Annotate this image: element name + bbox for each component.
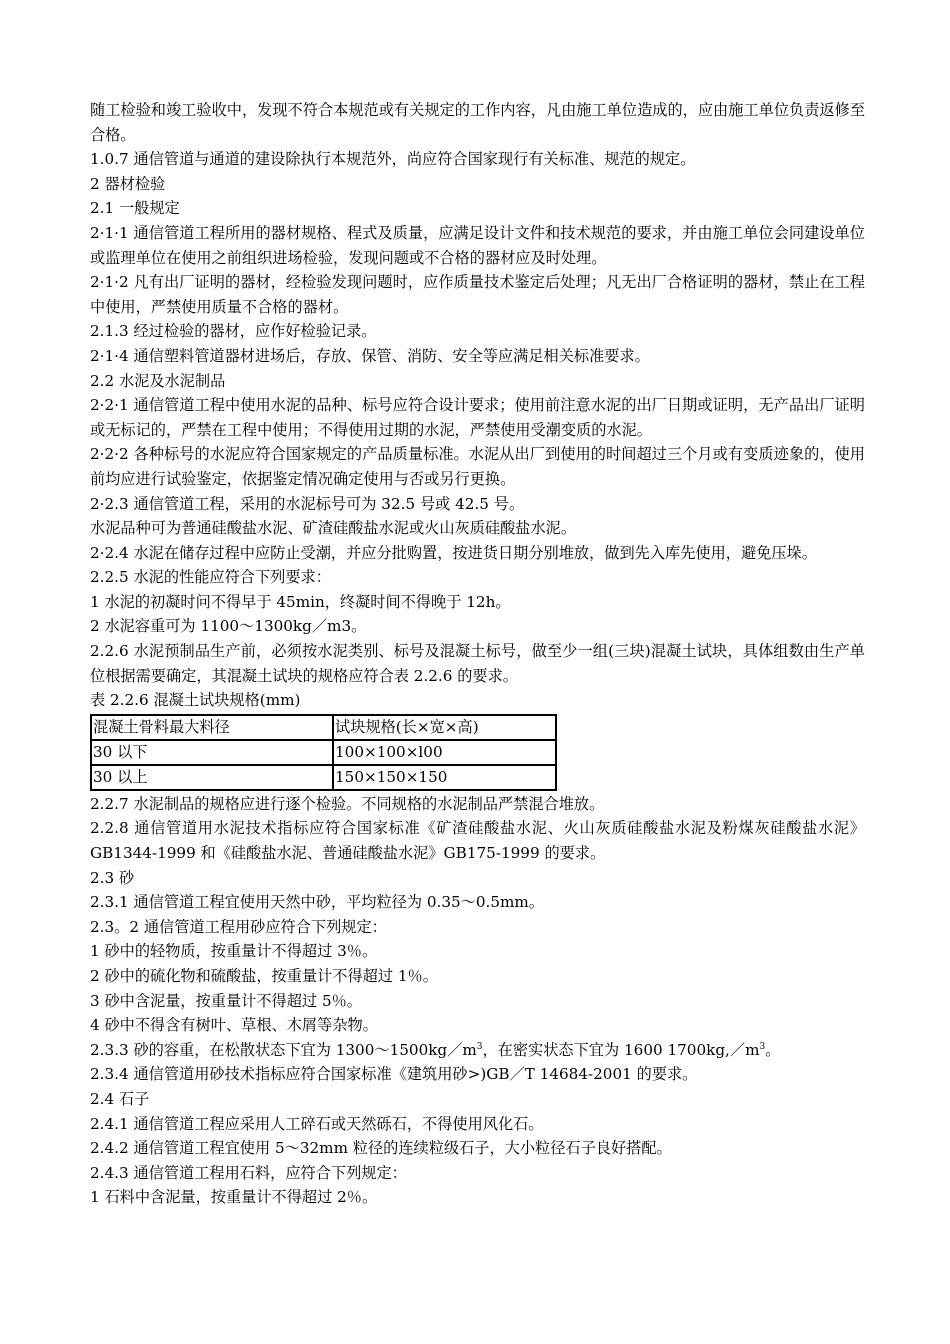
- text-run: 。: [765, 1040, 781, 1059]
- paragraph: 2.3。2 通信管道工程用砂应符合下列规定：: [90, 917, 387, 936]
- table-header-cell: 混凝土骨料最大料径: [91, 715, 333, 740]
- table-header-cell: 试块规格(长×宽×高): [333, 715, 556, 740]
- paragraph: 2·2·1 通信管道工程中使用水泥的品种、标号应符合设计要求；使用前注意水泥的出厂日期或证明，无产品出厂证明或无标记的，严禁在工程中使用；不得使用过期的水泥，严禁使用受潮变质的水泥。: [90, 396, 865, 439]
- table-header-row: [91, 715, 556, 740]
- paragraph: 2·2.3 通信管道工程，采用的水泥标号可为 32.5 号或 42.5 号。: [90, 494, 525, 513]
- list-item: 2 水泥容重可为 1100～1300kg／m3。: [90, 617, 367, 636]
- paragraph: 2·1·2 凡有出厂证明的器材，经检验发现问题时，应作质量技术鉴定后处理；凡无出厂合格证明的器材，禁止在工程中使用，严禁使用质量不合格的器材。: [90, 273, 865, 316]
- paragraph: 2.4.3 通信管道工程用石料，应符合下列规定：: [90, 1163, 407, 1182]
- superscript: 3: [476, 1041, 483, 1052]
- paragraph: 2.2.5 水泥的性能应符合下列要求：: [90, 568, 331, 587]
- table-row: [91, 740, 556, 765]
- document-page: [90, 98, 865, 1210]
- list-item: 3 砂中含泥量，按重量计不得超过 5％。: [90, 991, 362, 1010]
- paragraph: 2.2.8 通信管道用水泥技术指标应符合国家标准《矿渣硅酸盐水泥、火山灰质硅酸盐水泥及粉煤灰硅酸盐水泥》GB1344-1999 和《硅酸盐水泥、普通硅酸盐水泥》GB175-1999 的要求。: [90, 819, 865, 863]
- table-cell: 150×150×150: [333, 765, 556, 790]
- paragraph: 1.0.7 通信管道与通道的建设除执行本规范外，尚应符合国家现行有关标准、规范的规定。: [90, 150, 696, 169]
- paragraph: 水泥品种可为普通硅酸盐水泥、矿渣硅酸盐水泥或火山灰质硅酸盐水泥。: [90, 519, 576, 538]
- paragraph: 2.2.6 水泥预制品生产前，必须按水泥类别、标号及混凝土标号，做至少一组(三块)混凝土试块，具体组数由生产单位根据需要确定，其混凝土试块的规格应符合表 2.2.6 的要求。: [90, 642, 865, 685]
- paragraph: 2.4.1 通信管道工程应采用人工碎石或天然砾石，不得使用风化石。: [90, 1114, 544, 1133]
- paragraph: 2·1·1 通信管道工程所用的器材规格、程式及质量，应满足设计文件和技术规范的要求，并由施工单位会同建设单位或监理单位在使用之前组织进场检验，发现问题或不合格的器材应及时处理。: [90, 223, 865, 267]
- paragraph: 2·1·4 通信塑料管道器材进场后，存放、保管、消防、安全等应满足相关标准要求。: [90, 346, 650, 365]
- paragraph: 2.3.4 通信管道用砂技术指标应符合国家标准《建筑用砂>)GB／T 14684-2001 的要求。: [90, 1065, 698, 1084]
- paragraph: 2·2·2 各种标号的水泥应符合国家规定的产品质量标准。水泥从出厂到使用的时间超过三个月或有变质迹象的，使用前均应进行试验鉴定，依据鉴定情况确定使用与否或另行更换。: [90, 445, 865, 488]
- section-heading: 2.3 砂: [90, 868, 135, 887]
- table-cell: 30 以下: [91, 740, 333, 765]
- paragraph-sand-density: [90, 1038, 865, 1063]
- section-heading: 2.1 一般规定: [90, 199, 180, 218]
- text-run: 2.3.3 砂的容重，在松散状态下宜为 1300～1500kg／m: [90, 1040, 477, 1059]
- paragraph: 2·2.4 水泥在储存过程中应防止受潮，并应分批购置，按进货日期分别堆放，做到先入库先使用，避免压垛。: [90, 543, 817, 562]
- list-item: 1 砂中的轻物质，按重量计不得超过 3％。: [90, 942, 378, 961]
- paragraph: 2.3.1 通信管道工程宜使用天然中砂，平均粒径为 0.35～0.5mm。: [90, 893, 545, 912]
- table-row: [91, 765, 556, 790]
- list-item: 4 砂中不得含有树叶、草根、木屑等杂物。: [90, 1016, 378, 1035]
- superscript: 3: [759, 1041, 766, 1052]
- paragraph: 2.4.2 通信管道工程宜使用 5～32mm 粒径的连续粒级石子，大小粒径石子良好搭配。: [90, 1139, 672, 1158]
- list-item: 1 水泥的初凝时问不得早于 45min，终凝时间不得晚于 12h。: [90, 592, 511, 611]
- section-heading: 2.2 水泥及水泥制品: [90, 371, 226, 390]
- paragraph: 随工检验和竣工验收中，发现不符合本规范或有关规定的工作内容，凡由施工单位造成的，应由施工单位负责返修至合格。: [90, 101, 865, 144]
- table-cell: 100×100×l00: [333, 740, 556, 765]
- specimen-size-table: [90, 714, 557, 791]
- section-heading: 2.4 石子: [90, 1089, 150, 1108]
- table-cell: 30 以上: [91, 765, 333, 790]
- paragraph: 2.2.7 水泥制品的规格应进行逐个检验。不同规格的水泥制品严禁混合堆放。: [90, 794, 605, 813]
- table-caption: 表 2.2.6 混凝土试块规格(mm): [90, 691, 301, 710]
- text-run: ，在密实状态下宜为 1600 1700kg,／m: [482, 1040, 760, 1059]
- list-item: 1 石料中含泥量，按重量计不得超过 2％。: [90, 1188, 378, 1207]
- paragraph: 2.1.3 经过检验的器材，应作好检验记录。: [90, 322, 377, 341]
- list-item: 2 砂中的硫化物和硫酸盐，按重量计不得超过 1％。: [90, 967, 438, 985]
- section-heading: 2 器材检验: [90, 174, 166, 193]
